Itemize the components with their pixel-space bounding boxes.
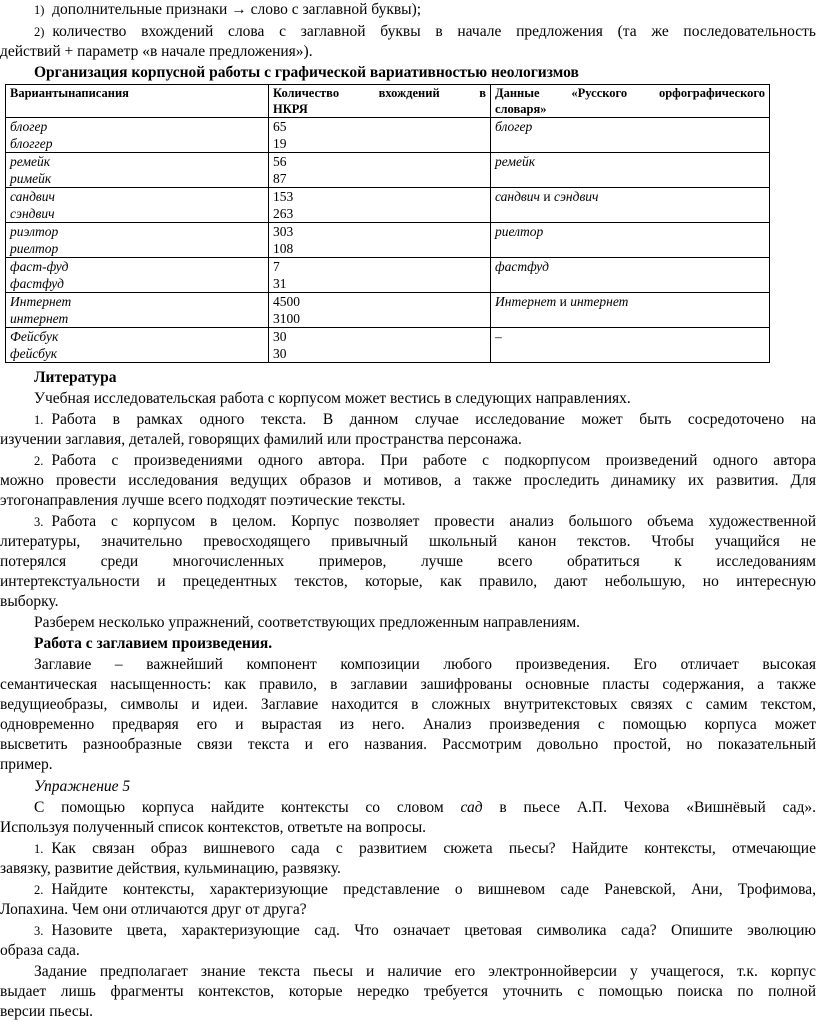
direction-1-line-1 (0, 410, 816, 430)
occurrence-count: 108 (273, 241, 294, 256)
dictionary-entry: фастфуд (495, 259, 549, 274)
count-cell (269, 293, 491, 328)
header-count-word-3: в (479, 86, 486, 100)
dictionary-cell (491, 328, 770, 363)
final-paragraph-line-1: Задание предполагает знание текста пьесы и наличие его электроннойверсии у учащегося, т.к. корпус (34, 963, 816, 980)
dictionary-entry: ремейк (495, 154, 536, 169)
direction-2-number: 2. (34, 454, 44, 468)
header-dictionary-line-1: Данные «Русского орфографического (495, 86, 765, 100)
direction-3-number: 3. (34, 515, 44, 529)
intro-item-2 (0, 22, 816, 42)
intro-item-2-number: 2) (34, 25, 45, 39)
variant-spelling: Интернет (10, 294, 72, 309)
header-count-word-4: НКРЯ (273, 102, 308, 116)
count-cell (269, 118, 491, 153)
count-cell (269, 258, 491, 293)
title-paragraph-line-1: Заглавие – важнейший компонент композиции любого произведения. Его отличает высокая (34, 656, 816, 673)
intro-item-1-number: 1) (34, 3, 45, 17)
question-2-line-1 (0, 880, 816, 900)
variant-spelling: фаст-фуд (10, 259, 69, 274)
variant-spelling: сандвич (10, 189, 55, 204)
occurrence-count: 65 (273, 119, 287, 134)
question-3-number: 3. (34, 924, 44, 938)
variant-spelling: ремейк (10, 154, 51, 169)
title-paragraph-line-2: семантическая насыщенность: как правило, в заглавии зашифрованы основные пласты содержания, а также (0, 676, 816, 693)
header-count-word-1: Количество (273, 86, 340, 100)
intro-item-1-text: дополнительные признаки → слово с заглавной буквы); (52, 1, 422, 18)
variant-spelling: сэндвич (10, 206, 55, 221)
title-paragraph-line-5: высветить разнообразные связи текста и его названия. Рассмотрим довольно простой, но показательный (0, 736, 816, 753)
variant-spelling: блогер (10, 119, 48, 134)
exercise-task-part-2: в пьесе А.П. Чехова «Вишнёвый сад». (499, 799, 816, 816)
direction-2-line-3: этогонаправления лучше всего подходят поэтические тексты. (0, 492, 406, 509)
variant-spelling: риелтор (10, 241, 59, 256)
literature-heading: Литература (34, 369, 117, 386)
direction-3-line-5: выборку. (0, 593, 59, 610)
question-1-text: Как связан образ вишневого сада с развитием сюжета пьесы? Найдите контексты, отмечающие (51, 840, 816, 857)
direction-2-line-1 (0, 451, 816, 471)
table-row (6, 328, 770, 363)
exercise-task-line-2: Используя полученный список контекстов, ответьте на вопросы. (0, 819, 426, 836)
header-variants: Вариантынаписания (6, 85, 269, 118)
paragraph-exercises: Разберем несколько упражнений, соответствующих предложенным направлениям. (34, 614, 581, 631)
exercise-heading: Упражнение 5 (34, 778, 131, 795)
variant-spelling: римейк (10, 171, 52, 186)
question-2-text: Найдите контексты, характеризующие представление о вишневом саде Раневской, Ани, Трофимова, (51, 881, 816, 898)
variants-cell (6, 258, 269, 293)
occurrence-count: 19 (273, 136, 287, 151)
occurrence-count: 30 (273, 329, 287, 344)
final-paragraph-line-3: версии пьесы. (0, 1003, 93, 1020)
title-paragraph-line-6: пример. (0, 756, 53, 773)
direction-2-text: Работа с произведениями одного автора. При работе с подкорпусом произведений одного автора (51, 452, 816, 469)
table-header-row (6, 85, 770, 118)
question-3-line-1 (0, 921, 816, 941)
variants-cell (6, 118, 269, 153)
question-2-line-2: Лопахина. Чем они отличаются друг от друга? (0, 901, 307, 918)
variants-cell (6, 328, 269, 363)
occurrence-count: 56 (273, 154, 287, 169)
table-row (6, 153, 770, 188)
dictionary-cell (491, 223, 770, 258)
variant-spelling: фастфуд (10, 276, 64, 291)
dictionary-entry: и (539, 189, 554, 204)
direction-3-line-2: литературы, значительно превосходящего привычный школьный канон текстов. Чтобы учащийся не (0, 533, 816, 550)
direction-1-line-2: изучении заглавия, деталей, говорящих фамилий или пространства персонажа. (0, 431, 522, 448)
dictionary-cell (491, 188, 770, 223)
occurrence-count: 3100 (273, 311, 300, 326)
direction-1-number: 1. (34, 413, 44, 427)
variant-spelling: блоггер (10, 136, 53, 151)
dictionary-entry: риелтор (495, 224, 544, 239)
header-count-word-2: вхождений (378, 86, 440, 100)
final-paragraph-line-2: выдает лишь фрагменты контекстов, которые нередко требуется уточнить с помощью поиска по полной (0, 983, 816, 1000)
direction-2-line-2: можно провести исследования ведущих образов и мотивов, а также проследить динамику их развития. Для (0, 472, 816, 489)
exercise-task-part-1: С помощью корпуса найдите контексты со словом (34, 799, 444, 816)
count-cell (269, 153, 491, 188)
paragraph-intro: Учебная исследовательская работа с корпусом может вестись в следующих направлениях. (34, 390, 631, 407)
dictionary-cell (491, 153, 770, 188)
table-row (6, 293, 770, 328)
occurrence-count: 303 (273, 224, 294, 239)
neologism-table (5, 84, 770, 363)
table-row (6, 223, 770, 258)
dictionary-cell (491, 293, 770, 328)
variant-spelling: риэлтор (10, 224, 59, 239)
dictionary-entry: Интернет (495, 294, 557, 309)
question-3-line-2: образа сада. (0, 942, 80, 959)
header-dictionary (491, 85, 770, 118)
header-dictionary-line-2: словаря» (495, 102, 547, 116)
direction-3-line-3: потерялся среди многочисленных примеров, лучше всего обратиться к исследованиям (0, 553, 816, 570)
exercise-task-line-1 (0, 798, 816, 818)
dictionary-entry: интернет (570, 294, 629, 309)
occurrence-count: 87 (273, 171, 287, 186)
title-paragraph-line-3: ведущиеобразы, символы и идеи. Заглавие находится в сложных внутритекстовых связях с самим текстом, (0, 696, 816, 713)
intro-item-2-line-2: действий + параметр «в начале предложения»). (0, 43, 313, 60)
direction-1-text: Работа в рамках одного текста. В данном случае исследование может быть сосредоточено на (51, 411, 816, 428)
occurrence-count: 4500 (273, 294, 300, 309)
variant-spelling: интернет (10, 311, 69, 326)
table-row (6, 188, 770, 223)
dictionary-entry: и (556, 294, 571, 309)
table-row (6, 118, 770, 153)
variant-spelling: Фейсбук (10, 329, 59, 344)
section-heading-title-work: Работа с заглавием произведения. (34, 635, 273, 652)
occurrence-count: 153 (273, 189, 294, 204)
intro-item-1 (0, 0, 816, 20)
table-body (6, 118, 770, 363)
variants-cell (6, 293, 269, 328)
title-paragraph-line-4: одновременно предваряя его и вырастая из него. Анализ произведения с помощью корпуса может (0, 716, 816, 733)
variants-cell (6, 223, 269, 258)
dictionary-entry: сандвич (495, 189, 540, 204)
dictionary-entry: сэндвич (553, 189, 599, 204)
question-3-text: Назовите цвета, характеризующие сад. Что означает цветовая символика сада? Опишите эволюцию (51, 922, 816, 939)
occurrence-count: 263 (273, 206, 294, 221)
question-1-line-1 (0, 839, 816, 859)
count-cell (269, 188, 491, 223)
variants-cell (6, 153, 269, 188)
occurrence-count: 31 (273, 276, 287, 291)
direction-3-line-4: интертекстуальности и прецедентных текстов, которые, как правило, дают небольшую, но интересную (0, 573, 816, 590)
question-2-number: 2. (34, 883, 44, 897)
dictionary-cell (491, 258, 770, 293)
dictionary-entry: – (495, 329, 502, 344)
table-row (6, 258, 770, 293)
direction-3-line-1 (0, 512, 816, 532)
dictionary-entry: блогер (495, 119, 533, 134)
dictionary-cell (491, 118, 770, 153)
header-count (269, 85, 491, 118)
occurrence-count: 30 (273, 346, 287, 361)
variants-cell (6, 188, 269, 223)
occurrence-count: 7 (273, 259, 280, 274)
exercise-task-keyword: сад (460, 799, 483, 816)
variant-spelling: фейсбук (10, 346, 58, 361)
count-cell (269, 223, 491, 258)
table-title: Организация корпусной работы с графической вариативностью неологизмов (34, 64, 579, 81)
intro-item-2-line-1: количество вхождений слова с заглавной буквы в начале предложения (та же последовательность (52, 23, 816, 40)
direction-3-text: Работа с корпусом в целом. Корпус позволяет провести анализ большого объема художественной (51, 513, 816, 530)
question-1-number: 1. (34, 842, 44, 856)
question-1-line-2: завязку, развитие действия, кульминацию, развязку. (0, 860, 341, 877)
count-cell (269, 328, 491, 363)
